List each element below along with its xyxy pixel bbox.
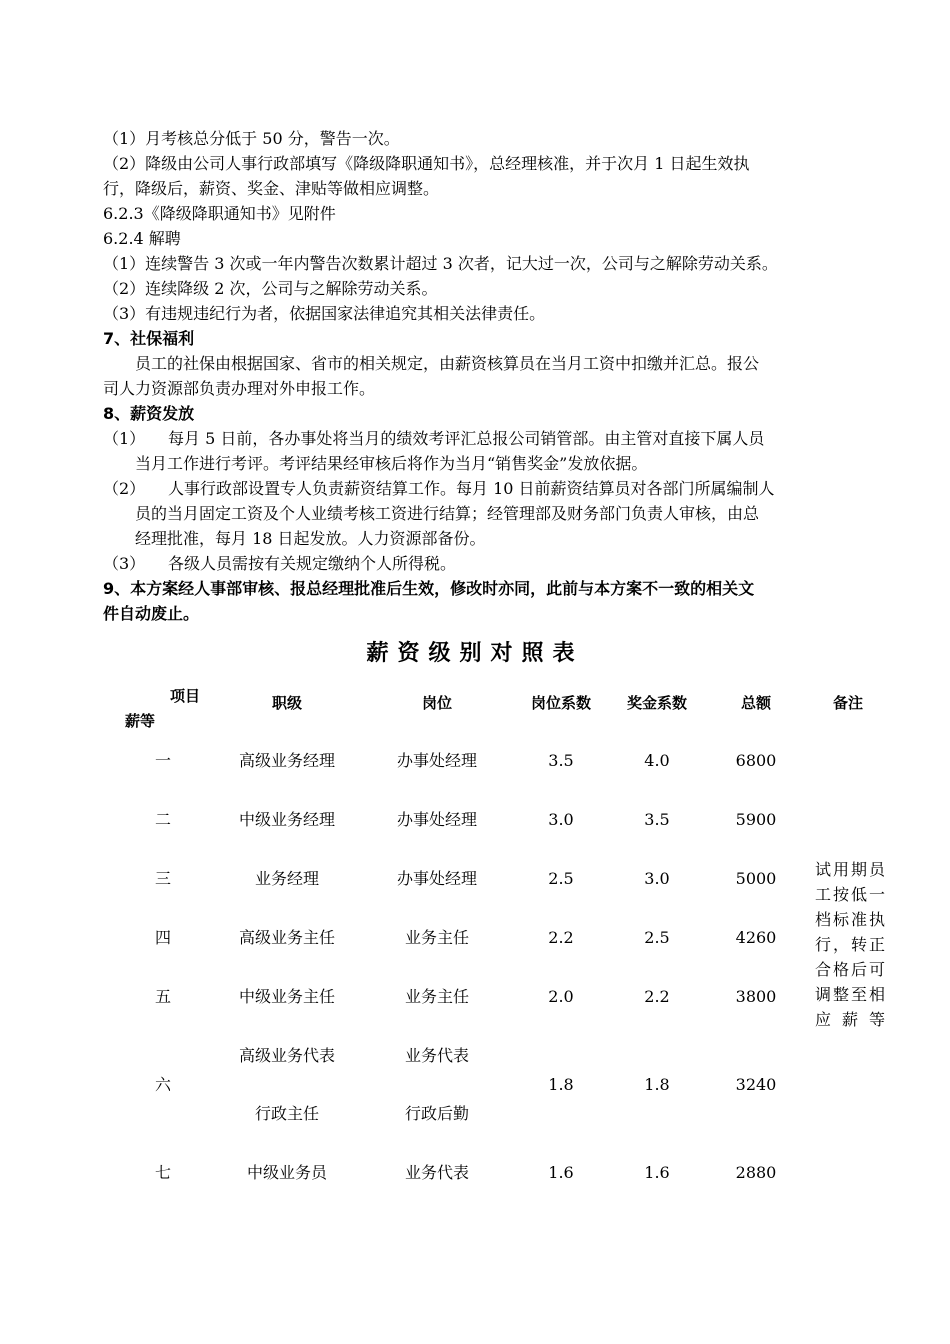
cell-post: 业务代表	[404, 1163, 469, 1182]
text-line: （1）月考核总分低于 50 分，警告一次。	[103, 129, 400, 148]
section-heading: 7、社保福利	[103, 329, 195, 348]
header-post: 岗位	[421, 694, 452, 712]
cell-level: 高级业务代表	[238, 1046, 335, 1065]
text-line: （1）连续警告 3 次或一年内警告次数累计超过 3 次者，记大过一次，公司与之解除劳动关系。	[103, 254, 778, 273]
list-item-text: 各级人员需按有关规定缴纳个人所得税。	[168, 554, 457, 573]
cell-grade: 三	[154, 869, 171, 888]
cell-post: 办事处经理	[396, 869, 477, 888]
cell-bonus-coef: 1.6	[644, 1163, 670, 1182]
list-number: （3）	[103, 554, 146, 573]
cell-post-coef: 2.2	[548, 928, 574, 947]
cell-bonus-coef: 3.5	[644, 810, 670, 829]
cell-post: 业务主任	[404, 928, 469, 947]
cell-post: 办事处经理	[396, 810, 477, 829]
cell-level: 高级业务经理	[238, 751, 335, 770]
cell-level: 业务经理	[254, 869, 319, 888]
list-item-text: 人事行政部设置专人负责薪资结算工作。每月 10 日前薪资结算员对各部门所属编制人	[168, 479, 775, 498]
cell-post-coef: 1.6	[548, 1163, 574, 1182]
cell-post-coef: 1.8	[548, 1075, 574, 1094]
cell-total: 2880	[735, 1163, 777, 1182]
header-total: 总额	[740, 694, 771, 712]
header-bonus-coef: 奖金系数	[626, 694, 687, 712]
cell-level: 行政主任	[254, 1104, 319, 1123]
text-line: 6.2.4 解聘	[103, 229, 181, 248]
cell-bonus-coef: 1.8	[644, 1075, 670, 1094]
cell-post: 业务主任	[404, 987, 469, 1006]
cell-post: 业务代表	[404, 1046, 469, 1065]
list-item-text: 每月 5 日前，各办事处将当月的绩效考评汇总报公司销管部。由主管对直接下属人员	[168, 429, 765, 448]
cell-level: 中级业务员	[246, 1163, 327, 1182]
list-item-text: 员的当月固定工资及个人业绩考核工资进行结算；经管理部及财务部门负责人审核，由总	[135, 504, 760, 523]
cell-post: 行政后勤	[404, 1104, 469, 1123]
list-item-text: 经理批准，每月 18 日起发放。人力资源部备份。	[135, 529, 486, 548]
cell-remark: 试用期员工按低一档标准执行，转正合格后可调整至相应薪等	[815, 860, 885, 1029]
cell-level: 中级业务主任	[238, 987, 335, 1006]
header-grade: 薪等	[124, 712, 155, 730]
text-line: （2）连续降级 2 次，公司与之解除劳动关系。	[103, 279, 438, 298]
cell-total: 5000	[735, 869, 777, 888]
header-remark: 备注	[832, 694, 863, 712]
header-post-coef: 岗位系数	[530, 694, 591, 712]
cell-post-coef: 3.0	[548, 810, 574, 829]
cell-grade: 五	[154, 987, 171, 1006]
text-line: （3）有违规违纪行为者，依据国家法律追究其相关法律责任。	[103, 304, 546, 323]
text-line: 6.2.3《降级降职通知书》见附件	[103, 204, 336, 223]
cell-bonus-coef: 4.0	[644, 751, 670, 770]
cell-level: 中级业务经理	[238, 810, 335, 829]
cell-bonus-coef: 2.5	[644, 928, 670, 947]
paragraph-line: 员工的社保由根据国家、省市的相关规定，由薪资核算员在当月工资中扣缴并汇总。报公	[135, 354, 760, 373]
cell-post-coef: 2.0	[548, 987, 574, 1006]
section-heading: 8、薪资发放	[103, 404, 195, 423]
section-heading: 件自动废止。	[103, 604, 200, 623]
cell-post-coef: 3.5	[548, 751, 574, 770]
cell-grade: 六	[154, 1075, 171, 1094]
cell-total: 4260	[735, 928, 777, 947]
cell-bonus-coef: 2.2	[644, 987, 670, 1006]
text-line: 行，降级后，薪资、奖金、津贴等做相应调整。	[103, 179, 440, 198]
cell-total: 3800	[735, 987, 777, 1006]
section-heading: 9、本方案经人事部审核、报总经理批准后生效，修改时亦同，此前与本方案不一致的相关文	[103, 579, 755, 598]
cell-total: 6800	[735, 751, 777, 770]
table-title: 薪资级别对照表	[366, 641, 584, 666]
text-line: （2）降级由公司人事行政部填写《降级降职通知书》，总经理核准，并于次月 1 日起生效执	[103, 154, 750, 173]
cell-level: 高级业务主任	[238, 928, 335, 947]
cell-total: 5900	[735, 810, 777, 829]
cell-grade: 七	[154, 1163, 171, 1182]
cell-post-coef: 2.5	[548, 869, 574, 888]
header-item: 项目	[169, 687, 200, 705]
cell-grade: 四	[154, 928, 171, 947]
cell-bonus-coef: 3.0	[644, 869, 670, 888]
cell-post: 办事处经理	[396, 751, 477, 770]
list-number: （1）	[103, 429, 146, 448]
list-item-text: 当月工作进行考评。考评结果经审核后将作为当月“销售奖金”发放依据。	[135, 454, 648, 473]
list-number: （2）	[103, 479, 146, 498]
paragraph-line: 司人力资源部负责办理对外申报工作。	[103, 379, 376, 398]
header-level: 职级	[271, 694, 302, 712]
cell-grade: 二	[154, 810, 171, 829]
cell-grade: 一	[154, 751, 171, 770]
cell-total: 3240	[735, 1075, 777, 1094]
